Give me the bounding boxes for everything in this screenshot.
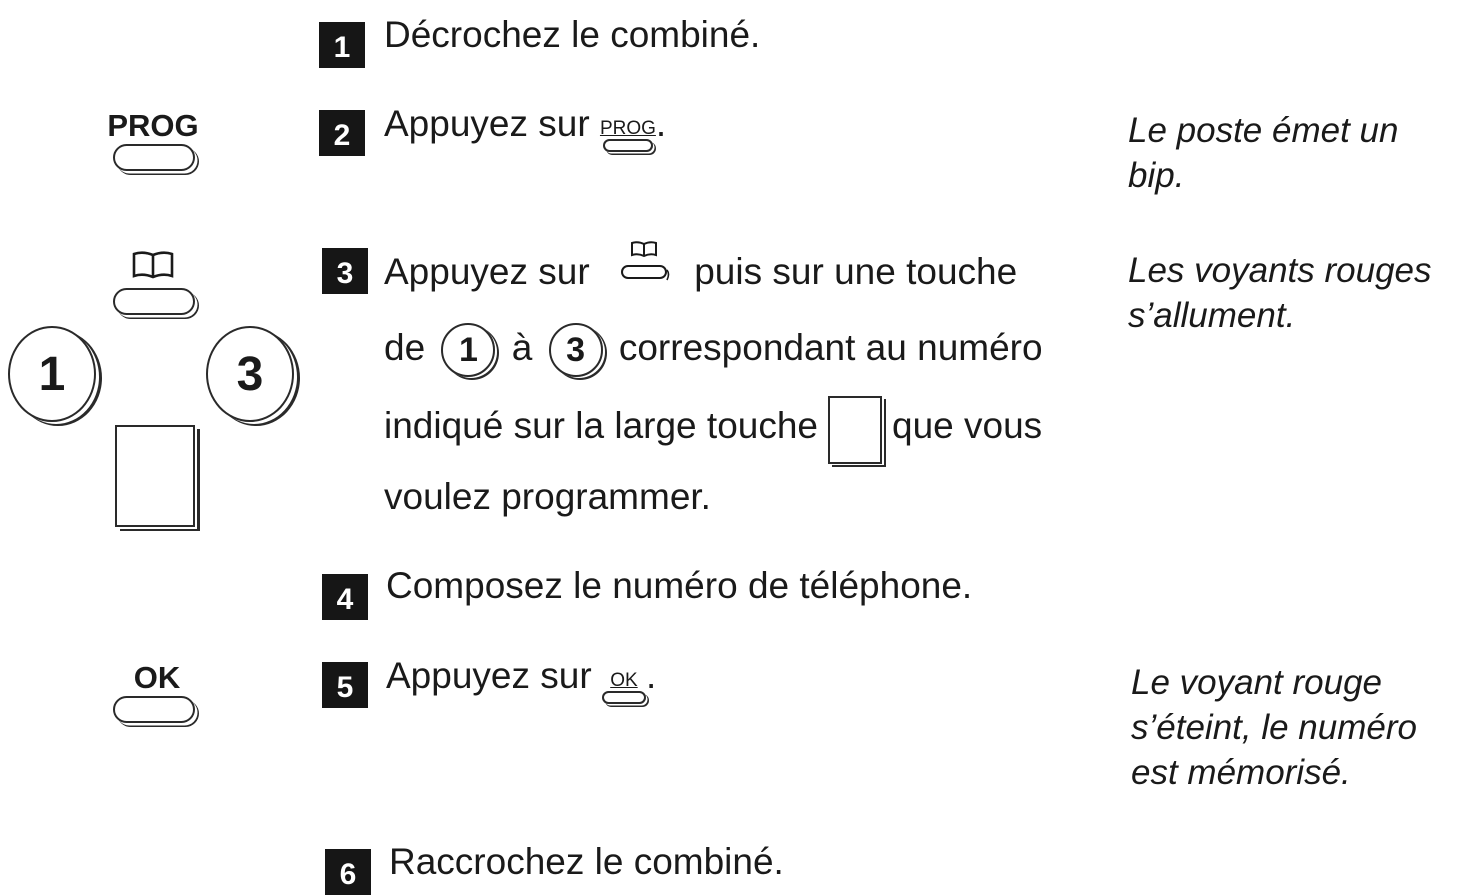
inline-prog-key [600, 119, 656, 152]
step-number-3: 3 [322, 248, 368, 294]
step-5-note-line-1: Le voyant rouge [1131, 663, 1383, 702]
step-5-text-after: . [645, 655, 657, 696]
step-3-line-1-before: Appuyez sur [384, 251, 590, 292]
step-3-note-line-2: s’allument. [1128, 296, 1296, 335]
step-3-line-4: voulez programmer. [384, 476, 711, 517]
step-2-note-line-2: bip. [1128, 156, 1185, 195]
step-5-note [1131, 660, 1417, 795]
large-memory-key[interactable] [115, 425, 195, 527]
book-icon [131, 250, 175, 282]
step-4-text: Composez le numéro de téléphone. [386, 565, 973, 606]
inline-prog-pill [603, 139, 653, 152]
step-3-line-2 [384, 321, 1043, 377]
inline-digit-3-label: 3 [566, 331, 586, 370]
inline-ok-label: OK [610, 670, 638, 691]
digit-key-1-label: 1 [38, 347, 66, 401]
prog-key[interactable] [113, 144, 195, 171]
step-number-2: 2 [319, 110, 365, 156]
step-2-text-before: Appuyez sur [384, 103, 590, 144]
inline-digit-key-3 [549, 323, 603, 377]
inline-ok-pill [602, 691, 646, 704]
step-5-text-before: Appuyez sur [386, 655, 592, 696]
step-number-4: 4 [322, 574, 368, 620]
step-5-line [386, 654, 656, 706]
inline-book-icon [620, 240, 672, 286]
inline-digit-1-label: 1 [458, 331, 478, 370]
inline-prog-label: PROG [599, 118, 656, 139]
step-3-de: de [384, 327, 426, 368]
prog-key-label: PROG [107, 108, 199, 143]
step-3-line-3-after: que vous [892, 405, 1043, 446]
step-2-note-line-1: Le poste émet un [1128, 111, 1399, 150]
step-3-line-1-after: puis sur une touche [694, 251, 1018, 292]
step-5-note-line-3: est mémorisé. [1131, 753, 1351, 792]
step-3-note-line-1: Les voyants rouges [1128, 251, 1432, 290]
step-number-1: 1 [319, 22, 365, 68]
directory-key[interactable] [113, 288, 195, 315]
step-2-text-after: . [655, 103, 667, 144]
inline-large-key [828, 396, 882, 464]
inline-ok-key [602, 671, 646, 704]
ok-key[interactable] [113, 696, 195, 723]
ok-key-label: OK [133, 660, 181, 695]
step-3-line-1 [384, 250, 1017, 294]
step-2-note [1128, 108, 1398, 198]
step-5-note-line-2: s’éteint, le numéro [1131, 708, 1417, 747]
digit-key-3-label: 3 [236, 347, 264, 401]
step-1-text: Décrochez le combiné. [384, 14, 761, 55]
step-3-note [1128, 248, 1432, 338]
digit-key-3[interactable] [206, 326, 294, 422]
inline-digit-key-1 [441, 323, 495, 377]
step-2-line [384, 102, 666, 154]
step-number-5: 5 [322, 662, 368, 708]
step-6-text: Raccrochez le combiné. [389, 841, 784, 882]
digit-key-1[interactable] [8, 326, 96, 422]
step-3-line-3 [384, 392, 1042, 462]
step-3-line-3-before: indiqué sur la large touche [384, 405, 819, 446]
step-number-6: 6 [325, 849, 371, 895]
step-3-a: à [511, 327, 533, 368]
step-3-line-2-after: correspondant au numéro [618, 327, 1043, 368]
